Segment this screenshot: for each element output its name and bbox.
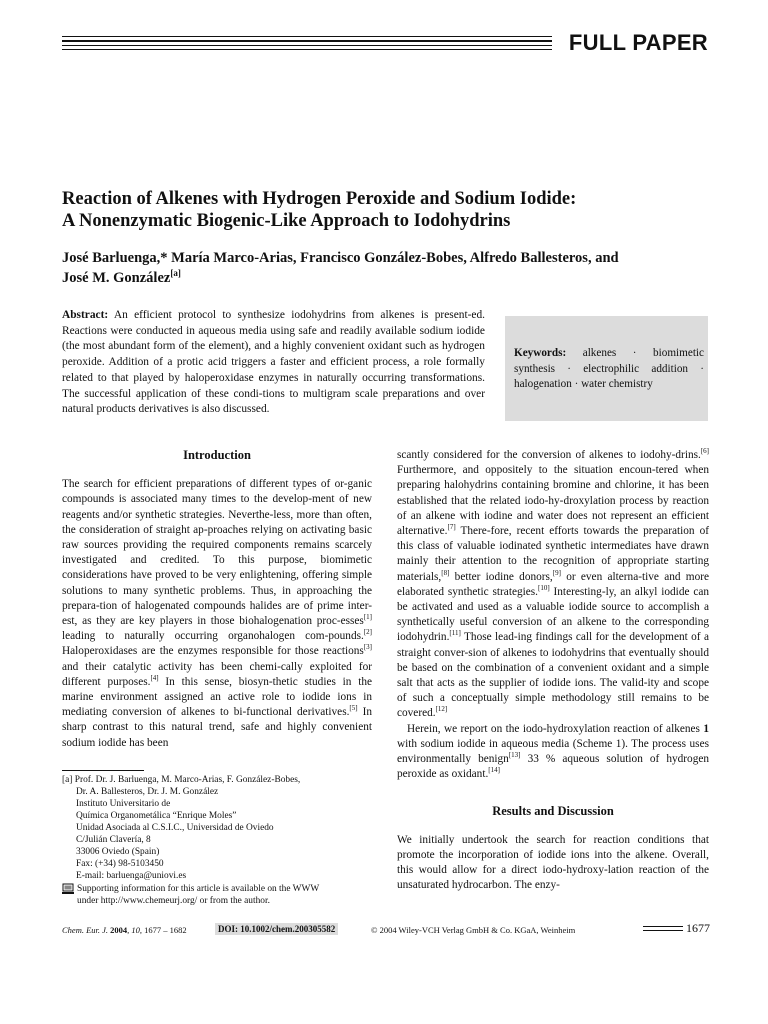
author-list (62, 248, 712, 288)
doi-link[interactable]: DOI: 10.1002/chem.200305582 (215, 923, 338, 935)
text-span: better iodine donors, (449, 570, 553, 583)
introduction-paragraph (62, 477, 372, 751)
page-number-rules (643, 926, 683, 934)
abstract-label: Abstract: (62, 309, 109, 321)
reference-8[interactable]: [8] (441, 568, 450, 577)
authors-line-2: José M. González (62, 270, 171, 286)
reference-7[interactable]: [7] (447, 523, 456, 532)
footnote-rule (62, 770, 144, 771)
footnote-email[interactable]: E-mail: barluenga@uniovi.es (76, 871, 187, 881)
reference-4[interactable]: [4] (150, 674, 159, 683)
text-span: with sodium iodide in aqueous media (Scheme 1). The process uses environmentally benign (397, 737, 709, 766)
affiliation-footnote (62, 774, 372, 907)
results-heading: Results and Discussion (492, 804, 614, 819)
compound-number: 1 (703, 722, 709, 735)
footnote-line: Fax: (+34) 98-5103450 (76, 859, 164, 869)
journal-year: 2004 (110, 925, 128, 935)
reference-3[interactable]: [3] (363, 643, 372, 652)
footnote-mark: [a] (62, 775, 73, 785)
reference-13[interactable]: [13] (508, 751, 521, 760)
footnote-line: Unidad Asociada al C.S.I.C., Universidad de Oviedo (76, 823, 274, 833)
reference-9[interactable]: [9] (552, 568, 561, 577)
text-span: Haloperoxidases are the enzymes responsible for those reactions (62, 645, 364, 658)
text-span: In sharp contrast to this natural trend, safe and highly convenient sodium iodide has been (62, 706, 372, 749)
text-span: 33 % aqueous solution of hydrogen peroxide as oxidant. (397, 753, 710, 781)
title-line-1: Reaction of Alkenes with Hydrogen Peroxide and Sodium Iodide: (62, 189, 577, 209)
page-number: 1677 (686, 921, 710, 935)
footnote-line: 33006 Oviedo (Spain) (76, 847, 160, 857)
text-span: In this sense, biosyn-thetic studies in the marine environment assigned an active role to iodide ions in mediating conversion of alkenes to bi-functional derivatives. (62, 675, 373, 719)
reference-2[interactable]: [2] (363, 628, 372, 637)
footnote-line: Prof. Dr. J. Barluenga, M. Marco-Arias, F. González-Bobes, (74, 775, 301, 785)
introduction-heading: Introduction (183, 448, 251, 462)
supporting-info-line: Supporting information for this article is available on the WWW (77, 884, 320, 894)
text-span: Furthermore, and oppositely to the situation encoun-tered when preparing halohydrins containing bromine and chlorine, it has been established that the related iodo-hy-droxylation process by reaction of an alkene with iodine and water does not represent an efficient alternative. (397, 464, 709, 538)
journal-volume: 10 (131, 925, 140, 935)
text-span: and their catalytic activity has been chemi-cally exploited for different purposes. (62, 660, 372, 688)
article-title (62, 188, 712, 232)
reference-12[interactable]: [12] (435, 705, 448, 714)
journal-name: Chem. Eur. J. (62, 925, 109, 935)
reference-5[interactable]: [5] (349, 704, 358, 713)
footnote-line: Dr. A. Ballesteros, Dr. J. M. González (76, 787, 219, 797)
abstract (62, 308, 485, 418)
text-span: Those lead-ing findings call for the development of a straight conver-sion of alkenes to iodohydrins that eventually should be based on the combination of a convenient oxidant and a simple salt that acts as the supplier of iodide ions. The valid-ity and scope of such a conceptually simple methodology still remains to be covered. (397, 631, 709, 720)
abstract-text: An efficient protocol to synthesize iodohydrins from alkenes is present-ed. Reactions were conducted in aqueous media using safe and readily available sodium iodide (the most abundant form of the element), and a highly convenient oxidant such as hydrogen peroxide. Addition of a protic acid triggers a faster and efficient process, a role formally related to that played by haloperoxidase enzymes in naturally occurring transformations. The successful application of these condi-tions to multigram scale preparations and over natural products derivatives is also discussed. (62, 309, 486, 416)
page-footer (62, 921, 710, 938)
left-column (62, 448, 372, 751)
affiliation-mark: [a] (170, 268, 181, 279)
title-line-2: A Nonenzymatic Biogenic-Like Approach to Iodohydrins (62, 211, 511, 231)
reference-6[interactable]: [6] (700, 447, 709, 456)
text-span: Interesting-ly, an alkyl iodide can be activated and used as a valuable iodide source to accomplish a synthetically useful conversion of an alkene to the corresponding iodohydrin. (397, 585, 709, 644)
text-span: The search for efficient preparations of different types of or-ganic compounds is associated many times to the develop-ment of new reagents and/or synthetic strategies. Neverthe-less, more than often, the consideration of straight ap-proaches relying on activating basic raw sources providing the required components remains scarcely investigated and credited. To this purpose, biomimetic considerations have proved to be very enlightening, offering simple solutions to many synthetic problems. Thus, in approaching the prepara-tion of halogenated compounds halides are of prime inter-est, as they are key players in those biohalogenation proc-esses (62, 478, 372, 628)
footnote-line: Química Organometálica “Enrique Moles” (76, 811, 237, 821)
keywords-text: alkenes · biomimetic synthesis · electrophilic addition · halogenation · water chemistry (514, 347, 705, 390)
reference-10[interactable]: [10] (538, 584, 550, 593)
section-label: FULL PAPER (568, 30, 708, 55)
right-column (397, 448, 709, 893)
reference-1[interactable]: [1] (363, 613, 372, 622)
computer-icon (62, 883, 74, 895)
keywords-box (505, 316, 708, 421)
reference-14[interactable]: [14] (488, 766, 500, 775)
journal-citation: Chem. Eur. J. 2004, 10, 1677 – 1682 (62, 925, 187, 935)
copyright-notice: © 2004 Wiley-VCH Verlag GmbH & Co. KGaA, Weinheim (371, 925, 576, 935)
text-span: leading to naturally occurring organohalogen com-pounds. (62, 630, 364, 643)
authors-line-1: José Barluenga,* María Marco-Arias, Francisco González-Bobes, Alfredo Ballesteros, and (62, 250, 619, 266)
header-rules (62, 36, 552, 54)
results-paragraph: We initially undertook the search for reaction conditions that promote the incorporation of iodide ions into the alkene. Overall, this would allow for a direct iodo-hydroxy-lation reaction of the unsaturated hydrocarbon. The enzy- (397, 833, 709, 892)
footnote-line: C/Julián Clavería, 8 (76, 835, 151, 845)
text-span: or even alterna-tive and more elaborated synthetic strategies. (397, 570, 709, 598)
body-paragraph-2 (397, 722, 709, 783)
text-span: There-fore, recent efforts towards the preparation of this class of valuable iodinated synthetic intermediates have drawn mainly their attention to the recognition of appropriate starting materials, (397, 525, 709, 583)
keywords-label: Keywords: (514, 347, 567, 359)
reference-11[interactable]: [11] (449, 629, 461, 638)
footnote-line: Instituto Universitario de (76, 799, 171, 809)
journal-pages: , 1677 – 1682 (139, 925, 187, 935)
body-paragraph-1 (397, 448, 709, 722)
supporting-info-link[interactable]: under http://www.chemeurj.org/ or from the author. (77, 896, 270, 906)
text-span: Herein, we report on the iodo-hydroxylation reaction of alkenes (407, 722, 704, 735)
text-span: scantly considered for the conversion of alkenes to iodohy-drins. (397, 449, 701, 461)
